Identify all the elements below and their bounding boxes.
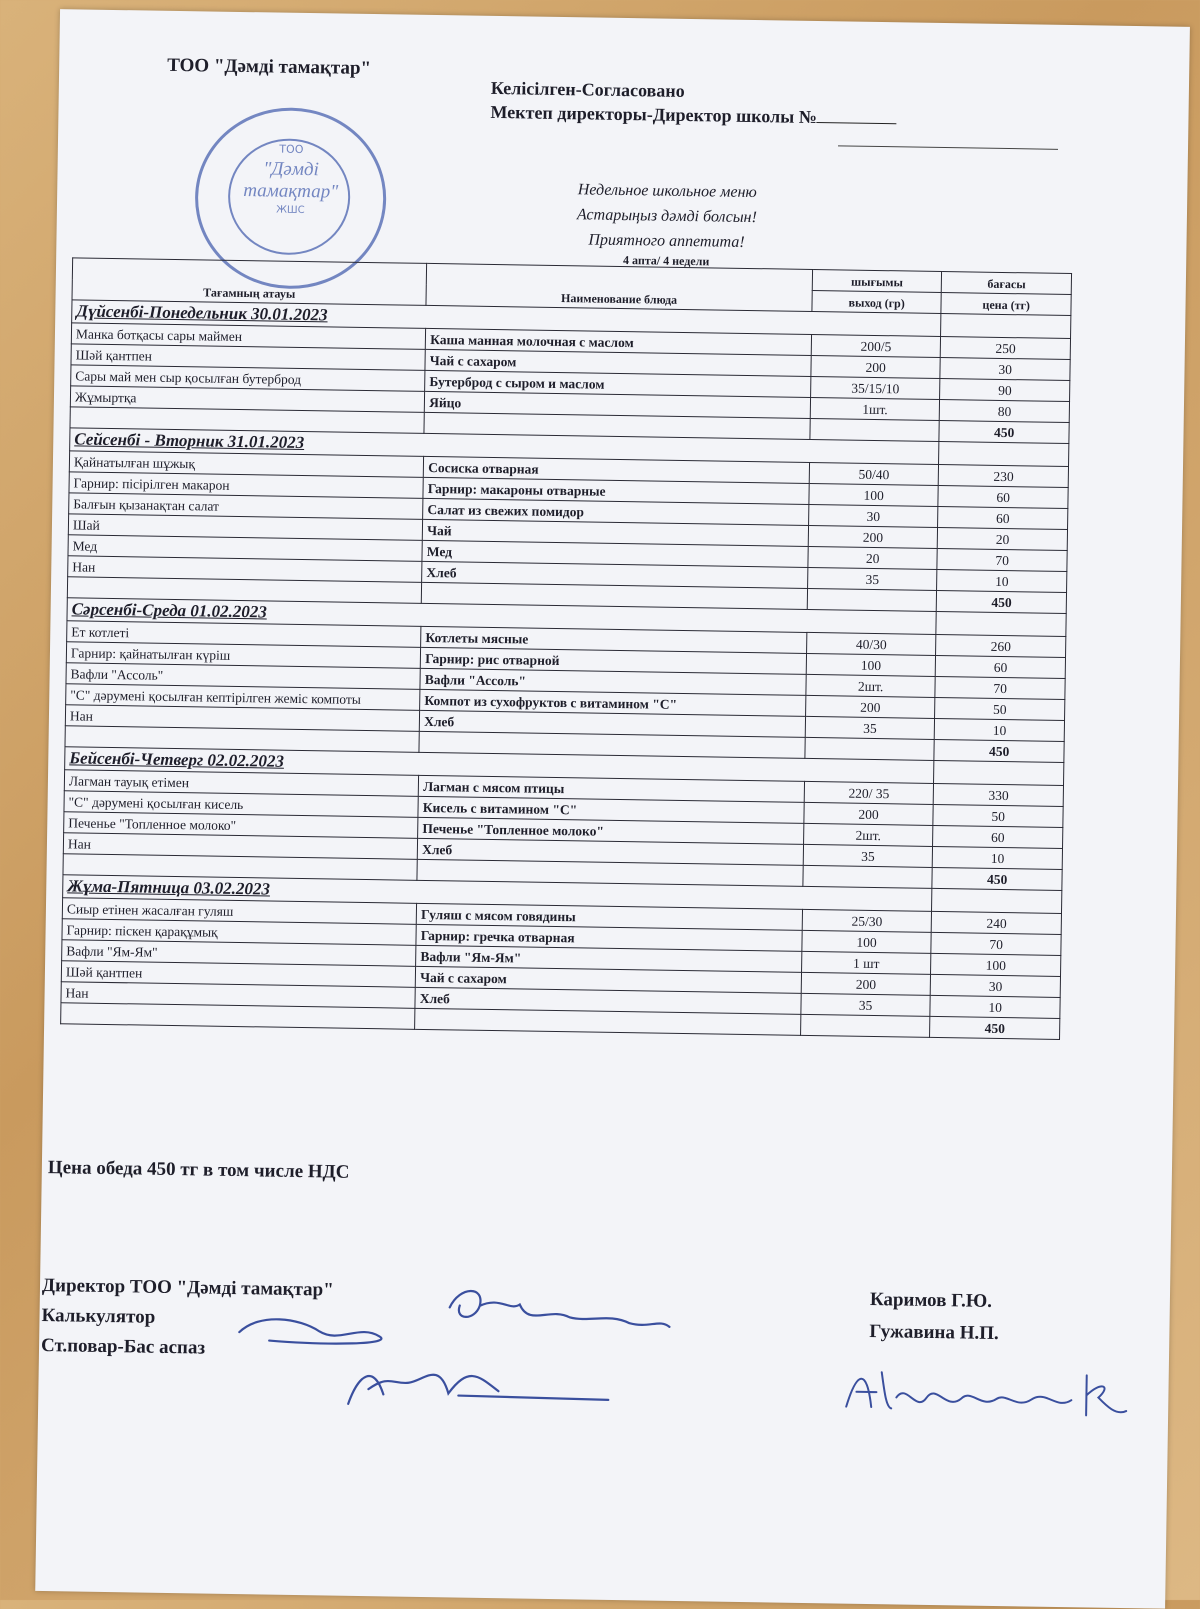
dish-name-ru: Гуляш с мясом говядины bbox=[416, 903, 802, 930]
day-title-blank bbox=[936, 611, 1066, 636]
day-total-price: 450 bbox=[934, 739, 1064, 762]
dish-price: 330 bbox=[934, 783, 1064, 806]
dish-price: 50 bbox=[935, 697, 1065, 720]
dish-name-ru: Компот из сухофруктов с витамином "С" bbox=[420, 689, 806, 716]
calculator-title: Калькулятор bbox=[41, 1304, 156, 1328]
dish-price: 260 bbox=[936, 634, 1066, 657]
dish-price: 60 bbox=[938, 506, 1068, 529]
title-line-2: Астарыңыз дәмді болсын! bbox=[576, 206, 758, 227]
dish-quantity: 20 bbox=[808, 546, 938, 569]
dish-quantity: 35 bbox=[801, 993, 931, 1016]
dish-price: 80 bbox=[940, 399, 1070, 422]
dish-quantity: 30 bbox=[808, 504, 938, 527]
calculator-name: Гужавина Н.П. bbox=[869, 1321, 999, 1345]
dish-price: 240 bbox=[932, 911, 1062, 934]
dish-name-ru: Хлеб bbox=[417, 838, 803, 865]
dish-price: 10 bbox=[933, 846, 1063, 869]
dish-quantity: 1 шт bbox=[801, 951, 931, 974]
dish-name-kz: Нан bbox=[65, 705, 420, 732]
dish-name-kz: "С" дәрумені қосылған кептірілген жеміс компоты bbox=[66, 684, 421, 711]
dish-name-kz: Печенье "Топленное молоко" bbox=[64, 812, 419, 839]
dish-name-kz: Шәй қантпен bbox=[61, 961, 416, 988]
chef-signature bbox=[348, 1373, 608, 1408]
dish-name-kz: Шай bbox=[68, 514, 423, 541]
dish-quantity: 35/15/10 bbox=[810, 376, 940, 399]
dish-price: 20 bbox=[938, 527, 1068, 550]
dish-price: 10 bbox=[937, 569, 1067, 592]
dish-name-kz: Нан bbox=[61, 982, 416, 1009]
dish-name-kz: Мед bbox=[68, 535, 423, 562]
director-signature bbox=[449, 1291, 669, 1327]
lunch-price-note: Цена обеда 450 тг в том числе НДС bbox=[47, 1157, 350, 1183]
dish-quantity: 200 bbox=[801, 972, 931, 995]
dish-name-kz: Гарнир: пісірілген макарон bbox=[69, 472, 424, 499]
menu-titles bbox=[526, 176, 807, 269]
dish-name-kz: Жұмыртқа bbox=[70, 386, 425, 413]
dish-price: 250 bbox=[941, 337, 1071, 360]
dish-name-ru: Кисель с витамином "С" bbox=[418, 796, 804, 823]
dish-quantity: 100 bbox=[809, 483, 939, 506]
dish-name-kz: Лагман тауық етімен bbox=[64, 770, 419, 797]
menu-table-body bbox=[61, 258, 1072, 1040]
dish-name-ru: Гарнир: гречка отварная bbox=[416, 924, 802, 951]
dish-quantity: 35 bbox=[807, 567, 937, 590]
approval-line-2 bbox=[490, 100, 897, 130]
stamp-bottom-text: ЖШС bbox=[276, 204, 305, 216]
handwritten-signatures bbox=[208, 1262, 730, 1420]
day-title: Жұма-Пятница 03.02.2023 bbox=[63, 875, 933, 912]
dish-name-kz: Гарнир: піскен қарақұмық bbox=[62, 919, 417, 946]
header-qty-ru: выход (гр) bbox=[812, 290, 942, 313]
day-title-blank bbox=[939, 441, 1069, 466]
dish-quantity: 220/ 35 bbox=[804, 781, 934, 804]
day-title-blank bbox=[934, 760, 1064, 785]
menu-table bbox=[60, 257, 1072, 1040]
dish-name-kz: Қайнатылған шұжық bbox=[69, 451, 424, 478]
header-ru: Наименование блюда bbox=[426, 263, 812, 311]
dish-name-kz: Балғын қызанақтан салат bbox=[69, 493, 424, 520]
dish-price: 70 bbox=[937, 548, 1067, 571]
dish-name-ru: Бутерброд с сыром и маслом bbox=[425, 370, 811, 397]
calculator-signature bbox=[239, 1319, 382, 1345]
day-total-price: 450 bbox=[932, 867, 1062, 890]
day-title: Бейсенбі-Четверг 02.02.2023 bbox=[65, 747, 935, 784]
dish-price: 230 bbox=[939, 464, 1069, 487]
director-name: Каримов Г.Ю. bbox=[869, 1289, 993, 1312]
handwritten-name bbox=[836, 1351, 1177, 1436]
dish-name-kz: Вафли "Ассоль" bbox=[66, 663, 421, 690]
dish-name-ru: Хлеб bbox=[420, 710, 806, 737]
title-line-1: Недельное школьное меню bbox=[577, 181, 757, 202]
dish-name-ru: Хлеб bbox=[415, 987, 801, 1014]
dish-name-kz: Ет котлеті bbox=[67, 621, 422, 648]
dish-name-ru: Салат из свежих помидор bbox=[423, 498, 809, 525]
director-signature-line bbox=[838, 145, 1058, 149]
company-name: ТОО "Дәмді тамақтар" bbox=[167, 54, 372, 80]
school-number-blank bbox=[817, 108, 897, 124]
header-kz: Тағамның атауы bbox=[72, 258, 427, 306]
title-line-3: Приятного аппетита! bbox=[588, 231, 745, 251]
dish-name-kz: Вафли "Ям-Ям" bbox=[62, 940, 417, 967]
dish-name-ru: Чай с сахаром bbox=[425, 349, 811, 376]
day-total-price: 450 bbox=[939, 420, 1069, 443]
dish-name-kz: "С" дәрумені қосылған кисель bbox=[64, 791, 419, 818]
approval-line-2-text: Мектеп директоры-Директор школы № bbox=[490, 101, 818, 128]
dish-price: 60 bbox=[938, 485, 1068, 508]
dish-name-ru: Гарнир: макароны отварные bbox=[423, 477, 809, 504]
menu-sheet bbox=[35, 9, 1190, 1609]
dish-name-ru: Мед bbox=[422, 540, 808, 567]
dish-quantity: 200/5 bbox=[811, 334, 941, 357]
dish-price: 70 bbox=[931, 932, 1061, 955]
signatory-names bbox=[869, 1284, 999, 1350]
header-price-ru: цена (тг) bbox=[941, 293, 1071, 316]
dish-quantity: 25/30 bbox=[802, 909, 932, 932]
day-title: Сейсенбі - Вторник 31.01.2023 bbox=[70, 428, 940, 465]
approval-line-1: Келісілген-Согласовано bbox=[490, 77, 685, 101]
stamp-top-text: ТОО bbox=[279, 142, 304, 156]
dish-price: 50 bbox=[933, 804, 1063, 827]
empty-cell bbox=[805, 737, 935, 760]
day-title: Сәрсенбі-Среда 01.02.2023 bbox=[67, 598, 937, 635]
day-total-price: 450 bbox=[937, 590, 1067, 613]
dish-quantity: 50/40 bbox=[809, 462, 939, 485]
dish-quantity: 40/30 bbox=[806, 632, 936, 655]
dish-name-kz: Манка ботқасы сары маймен bbox=[71, 323, 426, 350]
header-qty-kz: шығымы bbox=[812, 269, 942, 292]
stamp-name-2: тамақтар" bbox=[243, 180, 339, 203]
dish-quantity: 35 bbox=[805, 716, 935, 739]
director-title: Директор ТОО "Дәмді тамақтар" bbox=[41, 1275, 334, 1301]
dish-price: 30 bbox=[940, 357, 1070, 380]
dish-quantity: 200 bbox=[805, 695, 935, 718]
dish-price: 60 bbox=[933, 825, 1063, 848]
dish-name-kz: Сары май мен сыр қосылған бутерброд bbox=[71, 365, 426, 392]
dish-price: 10 bbox=[935, 718, 1065, 741]
empty-cell bbox=[810, 418, 940, 441]
dish-quantity: 1шт. bbox=[810, 397, 940, 420]
empty-cell bbox=[803, 865, 933, 888]
empty-cell bbox=[61, 1003, 416, 1030]
dish-name-ru: Вафли "Ассоль" bbox=[420, 668, 806, 695]
day-title-blank bbox=[941, 314, 1071, 339]
dish-price: 70 bbox=[935, 676, 1065, 699]
dish-name-ru: Вафли "Ям-Ям" bbox=[416, 945, 802, 972]
empty-cell bbox=[800, 1014, 930, 1037]
dish-name-ru: Яйцо bbox=[425, 391, 811, 418]
day-title: Дүйсенбі-Понедельник 30.01.2023 bbox=[72, 300, 942, 337]
empty-cell bbox=[807, 588, 937, 611]
dish-name-ru: Лагман с мясом птицы bbox=[418, 775, 804, 802]
day-total-price: 450 bbox=[930, 1016, 1060, 1039]
dish-quantity: 100 bbox=[806, 653, 936, 676]
dish-quantity: 100 bbox=[802, 930, 932, 953]
dish-name-kz: Сиыр етінен жасалған гуляш bbox=[62, 898, 417, 925]
dish-name-kz: Нан bbox=[68, 556, 423, 583]
header-price-kz: бағасы bbox=[942, 272, 1072, 295]
dish-quantity: 200 bbox=[811, 355, 941, 378]
dish-name-kz: Гарнир: қайнатылған күріш bbox=[66, 642, 421, 669]
dish-name-ru: Печенье "Топленное молоко" bbox=[418, 817, 804, 844]
dish-quantity: 2шт. bbox=[806, 674, 936, 697]
handwritten-name-strokes bbox=[846, 1372, 1127, 1416]
dish-name-ru: Каша манная молочная с маслом bbox=[426, 328, 812, 355]
week-label: 4 апта/ 4 недели bbox=[622, 253, 710, 269]
dish-name-ru: Чай с сахаром bbox=[415, 966, 801, 993]
dish-name-kz: Нан bbox=[63, 833, 418, 860]
dish-price: 30 bbox=[931, 974, 1061, 997]
dish-name-ru: Чай bbox=[423, 519, 809, 546]
day-title-blank bbox=[932, 888, 1062, 913]
approval-block bbox=[490, 76, 897, 130]
chef-title: Ст.повар-Бас аспаз bbox=[40, 1334, 206, 1359]
dish-name-ru: Гарнир: рис отварной bbox=[420, 647, 806, 674]
dish-price: 60 bbox=[936, 655, 1066, 678]
dish-quantity: 200 bbox=[808, 525, 938, 548]
dish-price: 90 bbox=[940, 378, 1070, 401]
dish-price: 10 bbox=[930, 995, 1060, 1018]
dish-quantity: 35 bbox=[803, 844, 933, 867]
dish-name-ru: Хлеб bbox=[422, 561, 808, 588]
dish-name-ru: Котлеты мясные bbox=[421, 626, 807, 653]
dish-quantity: 200 bbox=[804, 802, 934, 825]
dish-quantity: 2шт. bbox=[803, 823, 933, 846]
dish-name-ru: Сосиска отварная bbox=[423, 456, 809, 483]
dish-price: 100 bbox=[931, 953, 1061, 976]
dish-name-kz: Шәй қантпен bbox=[71, 344, 426, 371]
stamp-name-1: "Дәмді bbox=[263, 158, 319, 181]
